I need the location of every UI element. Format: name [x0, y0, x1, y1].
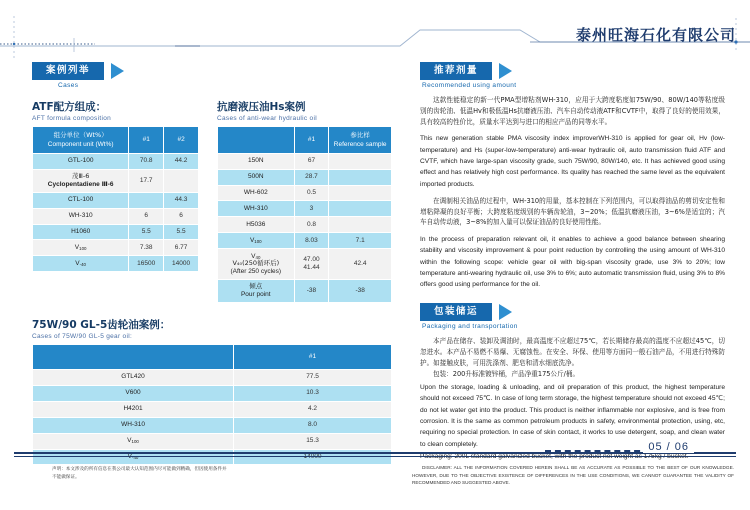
atf-row-c2: 6	[164, 208, 199, 224]
atf-row-c1: 6	[129, 208, 164, 224]
hs-row-label-cycles-cn: V₄₀(250循环后)	[232, 259, 280, 268]
atf-row-c1: 16500	[129, 256, 164, 272]
table-row	[218, 153, 392, 169]
tables-row	[32, 95, 392, 303]
hs-row-c1: -38	[294, 279, 329, 302]
footer-divider-thin	[14, 456, 736, 457]
cases-badge-subtitle: Cases	[58, 82, 79, 90]
gl5-row-c1: 10.3	[234, 385, 392, 401]
badge-arrow-icon	[111, 63, 124, 79]
atf-title-cn: ATF配方组成：	[32, 101, 107, 114]
badge-arrow-icon	[499, 304, 512, 320]
hs-header-c2-cn: 参比样	[350, 131, 370, 140]
gl5-row-label-v: V	[127, 452, 132, 460]
hs-row-c2	[329, 153, 392, 169]
hs-row-c2	[329, 169, 392, 185]
table-row	[218, 217, 392, 233]
hs-row-c1: 0.5	[294, 185, 329, 201]
atf-row-label-en: Cyclopentadiene Ⅲ-6	[47, 180, 114, 188]
hs-row-c2: 7.1	[329, 233, 392, 249]
hs-row-label-pourpoint-en: Pour point	[240, 290, 271, 298]
hs-row-c1	[294, 249, 329, 280]
atf-row-c2	[164, 169, 199, 192]
atf-row-label	[33, 256, 129, 272]
atf-header-component	[33, 127, 129, 153]
hs-row-c2	[329, 217, 392, 233]
atf-row-c1	[129, 192, 164, 208]
table-row	[33, 401, 392, 417]
atf-row-label: CTL-100	[33, 192, 129, 208]
gl5-row-c1: 8.0	[234, 417, 392, 433]
cases-badge-label: 案例列举	[32, 62, 104, 80]
hs-row-c2	[329, 185, 392, 201]
atf-row-label-cn: 茂Ⅲ-6	[71, 171, 90, 180]
hs-row-c1-b: 41.44	[303, 264, 320, 271]
atf-header-c2: #2	[164, 127, 199, 153]
page-number: 05 / 06	[643, 441, 694, 453]
disclaimer-cn: 声明：本文涉及的所有信息在我公司最大认知范围内尽可能做到精确，但因使用条件并不能做保证。	[52, 467, 227, 480]
table-row	[33, 433, 392, 449]
hs-header-c2-en: Reference sample	[333, 140, 387, 148]
dosage-paragraph-cn-1: 这款性能稳定的新一代PMA型增粘剂WH-310，应用于大跨度粘度如75W/90、80W/140等粘度级别的齿轮油、低温Hv和极低温Hs抗磨液压油、汽车自动传动液ATF和CVTF中，取得了良好的使用效果，具有较高的性价比，质量水平达到与进口的相应产品的同等水平。	[420, 96, 725, 126]
table-row	[33, 169, 199, 192]
atf-row-label-v: V	[75, 259, 80, 267]
atf-row-label: H1060	[33, 224, 129, 240]
table-row	[218, 185, 392, 201]
table-row	[33, 240, 199, 256]
atf-row-c1: 7.38	[129, 240, 164, 256]
hs-row-c2	[329, 201, 392, 217]
dosage-paragraph-cn-2: 在调制相关油品的过程中，WH-310的用量，基本控制在下列范围内，可以取得油品的剪切安定性和增粘降凝的良好平衡；大跨度粘度级别的车辆齿轮油，3~20%；低温抗磨液压油，3~6%是适宜的；汽车自动传动液，3~8%的加入量可以保证油品的良好使用性能。	[420, 197, 725, 227]
hs-header-c1: #1	[294, 127, 329, 153]
packaging-section-badge	[420, 303, 725, 321]
hs-row-label: 150N	[218, 153, 295, 169]
hs-row-label-pourpoint-cn: 倾点	[249, 282, 263, 291]
hs-row-label-sub: 40	[255, 255, 261, 261]
hs-row-c1: 28.7	[294, 169, 329, 185]
packaging-paragraph-cn-1: 本产品在储存、装卸及调油时，最高温度不应超过75℃，若长期储存最高的温度不应超过45℃，切忽进水。本产品不易燃不易爆、无腐蚀性。在安全、环保、使用等方面同一般石油产品，不用进行特殊防护。如接触皮肤，可用洗涤剂、肥皂和清水细底洗净。	[420, 337, 725, 367]
atf-row-label-sub: 100	[79, 246, 87, 252]
packaging-badge-label: 包装储运	[420, 303, 492, 321]
badge-arrow-icon	[499, 63, 512, 79]
footer-dash-decoration	[545, 450, 650, 452]
gl5-row-label: GTL420	[33, 369, 234, 385]
atf-row-c2: 14000	[164, 256, 199, 272]
atf-row-c2: 5.5	[164, 224, 199, 240]
atf-row-c1: 70.8	[129, 153, 164, 169]
hs-row-label-v: V	[249, 236, 255, 244]
atf-row-c2: 44.2	[164, 153, 199, 169]
hs-row-c2: -38	[329, 279, 392, 302]
gl5-gear-oil-table	[32, 344, 392, 465]
dosage-section-badge	[420, 62, 725, 80]
hs-row-c2: 42.4	[329, 249, 392, 280]
atf-row-c2: 44.3	[164, 192, 199, 208]
hs-row-label-cycles-en: (After 250 cycles)	[230, 267, 282, 275]
gl5-block	[32, 317, 392, 465]
gl5-row-label-sub: -40	[132, 455, 139, 461]
gl5-row-label: WH-310	[33, 417, 234, 433]
footer-divider	[14, 452, 736, 454]
table-row	[33, 153, 199, 169]
atf-block	[32, 95, 199, 303]
atf-row-label: WH-310	[33, 208, 129, 224]
atf-header-component-cn: 组分单位（Wt%）	[53, 131, 108, 140]
hs-block	[217, 95, 392, 303]
table-row	[33, 208, 199, 224]
packaging-paragraph-en-1: Upon the storage, loading & unloading, and oil preparation of this product, the highest temperature should not exceed 75℃. In case of long term storage, the highest temperature should not exceed 45℃; do not let water get into the product. This product is neither inflammable nor explosive, and is free from corrosion. It is the same as common petroleum products in safety, environmental protection, using, etc, requiring no special protection. In case of skin contact, it works to use detergent, soap, and clean water to clean completely.	[420, 383, 725, 448]
hs-row-label	[218, 279, 295, 302]
gl5-row-label-sub: 100	[131, 439, 139, 445]
table-row	[218, 279, 392, 302]
atf-formula-table	[32, 126, 199, 272]
gl5-row-c1: 77.5	[234, 369, 392, 385]
atf-header-c1: #1	[129, 127, 164, 153]
hs-row-label	[218, 233, 295, 249]
atf-row-label	[33, 240, 129, 256]
hs-row-label: H5036	[218, 217, 295, 233]
hs-cases-table	[217, 126, 392, 303]
hs-row-label-sub: 100	[254, 239, 262, 245]
atf-row-c1: 5.5	[129, 224, 164, 240]
table-row	[218, 233, 392, 249]
dosage-paragraph-en-2: In the process of preparation relevant oil, it enables to achieve a good balance between shearing stability and viscosity improvement & pour point reduction by controlling the using amount of WH-310 within the following scope: vehicle gear oil with big-span viscosity grade, use 3% to 20%; low temperature anti-wearing hydraulic oil, use 3% to 6%; auto automatic transmission fluid, using 3% to 8% offers good using performance for the oil.	[420, 236, 725, 289]
right-column	[420, 62, 725, 462]
table-row	[218, 169, 392, 185]
gl5-header-c1: #1	[234, 344, 392, 369]
table-row	[33, 256, 199, 272]
gl5-row-label	[33, 433, 234, 449]
hs-row-label-v: V	[251, 252, 256, 260]
dosage-paragraph-en-1: This new generation stable PMA viscosity index improverWH-310 is applied for gear oil, Hv (low-temperature) and Hs (super-low-temperature) anti-wear hydraulic oil, auto transmission fluid ATF and CVTF, which have large-span viscosity grade, such 75W/90, 80W/140, etc. It has achieved good using effect and has relatively high cost performance. Its quality has reached the same level as the equivalent imported products.	[420, 135, 725, 188]
table-row	[218, 249, 392, 280]
table-row	[33, 192, 199, 208]
table-row	[33, 417, 392, 433]
atf-row-c1: 17.7	[129, 169, 164, 192]
table-row	[33, 224, 199, 240]
hs-row-c1: 0.8	[294, 217, 329, 233]
atf-row-label-sub: -40	[79, 262, 86, 268]
atf-title-en: AFT formula composition	[32, 115, 112, 123]
hs-row-c1: 3	[294, 201, 329, 217]
hs-title-cn: 抗磨液压油Hs案例	[217, 101, 306, 114]
disclaimer-en: DISCLAIMER: ALL THE INFORMATION COVERED HEREIN SHALL BE AS ACCURATE AS POSSIBLE TO THE BEST OF OUR KNOWLEDGE. HOWEVER, DUE TO THE OBJECTIVE EXISTENCE OF DIFFERENCES IN THE USE CONDITIONS, WE CANNOT GUARANTEE THE VALIDITY OF RECOMMENDED AND SUGGESTED ABOVE.	[412, 465, 734, 486]
hs-row-c1: 67	[294, 153, 329, 169]
table-row	[33, 369, 392, 385]
gl5-title-en: Cases of 75W/90 GL-5 gear oil:	[32, 332, 133, 340]
atf-row-label: GTL-100	[33, 153, 129, 169]
gl5-row-label: V600	[33, 385, 234, 401]
gl5-row-c1: 15.3	[234, 433, 392, 449]
gl5-row-label-v: V	[127, 436, 132, 444]
packaging-badge-subtitle: Packaging and transportation	[422, 323, 518, 331]
dosage-badge-subtitle: Recommended using amount	[422, 82, 517, 90]
table-row	[218, 201, 392, 217]
cases-section-badge	[32, 62, 392, 80]
table-header-row	[33, 127, 199, 153]
hs-row-label: 500N	[218, 169, 295, 185]
hs-row-label: WH-310	[218, 201, 295, 217]
atf-header-component-en: Component unit (Wt%)	[47, 140, 114, 148]
gl5-header-blank	[33, 344, 234, 369]
atf-row-c2: 6.77	[164, 240, 199, 256]
hs-title-en: Cases of anti-wear hydraulic oil	[217, 115, 317, 123]
atf-row-label	[33, 169, 129, 192]
hs-row-label: WH-602	[218, 185, 295, 201]
hs-row-c1: 8.03	[294, 233, 329, 249]
packaging-paragraph-en-2: Packaging: 200L standard galvanized bucket, with the product net weight as 175kg / bucket.	[420, 452, 689, 460]
table-header-row	[218, 127, 392, 153]
company-name: 泰州旺海石化有限公司	[575, 26, 736, 44]
gl5-title-cn: 75W/90 GL-5齿轮油案例：	[32, 318, 171, 331]
packaging-paragraph-cn-2: 包装：200升标准镀锌桶，产品净重175公斤/桶。	[433, 370, 580, 379]
table-row	[33, 385, 392, 401]
dosage-badge-label: 推荐剂量	[420, 62, 492, 80]
hs-row-label	[218, 249, 295, 280]
hs-header-c2	[329, 127, 392, 153]
gl5-row-c1: 14000	[234, 449, 392, 465]
hs-row-c1-a: 47.00	[303, 256, 320, 264]
left-column	[32, 62, 392, 465]
atf-row-label-v: V	[74, 243, 80, 251]
hs-header-blank	[218, 127, 295, 153]
table-header-row	[33, 344, 392, 369]
gl5-row-label: H4201	[33, 401, 234, 417]
gl5-row-c1: 4.2	[234, 401, 392, 417]
